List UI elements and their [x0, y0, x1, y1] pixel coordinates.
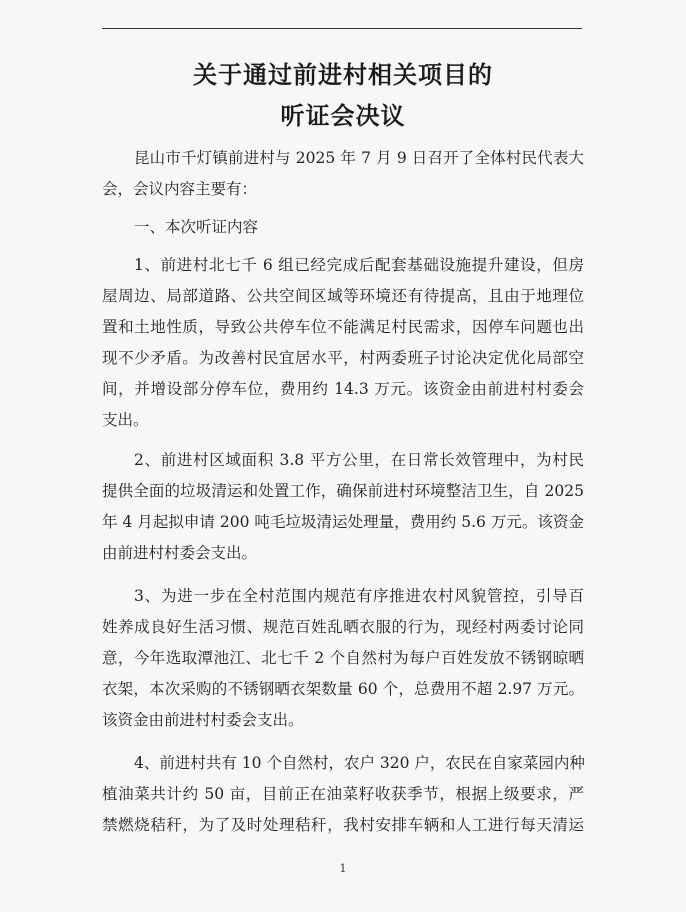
paragraph-item-2 [102, 445, 584, 569]
text-line: 屋周边、局部道路、公共空间区域等环境还有待提高，且由于地理位 [102, 287, 584, 305]
text-line: 昆山市千灯镇前进村与 2025 年 7 月 9 日召开了全体村民代表大 [134, 149, 584, 167]
text-line: 该资金由前进村村委会支出。 [102, 711, 304, 729]
paragraph-item-1 [102, 250, 584, 436]
document-title-line-2: 听证会决议 [280, 101, 406, 130]
paragraph-item-4 [102, 748, 584, 841]
text-line: 姓养成良好生活习惯、规范百姓乱晒衣服的行为，现经村两委讨论同 [102, 618, 584, 636]
text-line: 1、前进村北七千 6 组已经完成后配套基础设施提升建设，但房 [134, 256, 584, 274]
section-heading [102, 212, 584, 243]
text-line: 提供全面的垃圾清运和处置工作，确保前进村环境整洁卫生，自 2025 [102, 482, 584, 500]
document-body [102, 143, 584, 841]
text-line: 植油菜共计约 50 亩，目前正在油菜籽收获季节，根据上级要求，严 [102, 785, 584, 803]
header-rule [102, 28, 582, 29]
document-title-line-1: 关于通过前进村相关项目的 [193, 60, 493, 89]
text-line: 一、本次听证内容 [134, 218, 259, 236]
text-line: 会，会议内容主要有： [102, 180, 258, 198]
text-line: 支出。 [102, 411, 149, 429]
text-line: 间，并增设部分停车位，费用约 14.3 万元。该资金由前进村村委会 [102, 380, 584, 398]
paragraph-intro [102, 143, 584, 205]
text-line: 衣架，本次采购的不锈钢晒衣架数量 60 个，总费用不超 2.97 万元。 [102, 680, 584, 698]
text-line: 由前进村村委会支出。 [102, 544, 258, 562]
text-line: 4、前进村共有 10 个自然村，农户 320 户，农民在自家菜园内种 [134, 754, 585, 772]
text-line: 置和土地性质，导致公共停车位不能满足村民需求，因停车问题也出 [102, 318, 584, 336]
text-line: 3、为进一步在全村范围内规范有序推进农村风貌管控，引导百 [134, 587, 584, 605]
text-line: 意，今年选取潭池江、北七千 2 个自然村为每户百姓发放不锈钢晾晒 [102, 649, 584, 667]
text-line: 现不少矛盾。为改善村民宜居水平，村两委班子讨论决定优化局部空 [102, 349, 584, 367]
paragraph-item-3 [102, 581, 584, 736]
page-number: 1 [339, 862, 347, 875]
text-line: 2、前进村区域面积 3.8 平方公里，在日常长效管理中，为村民 [134, 451, 584, 469]
text-line: 禁燃烧秸秆，为了及时处理秸秆，我村安排车辆和人工进行每天清运 [102, 816, 584, 834]
text-line: 年 4 月起拟申请 200 吨毛垃圾清运处理量，费用约 5.6 万元。该资金 [102, 513, 584, 531]
